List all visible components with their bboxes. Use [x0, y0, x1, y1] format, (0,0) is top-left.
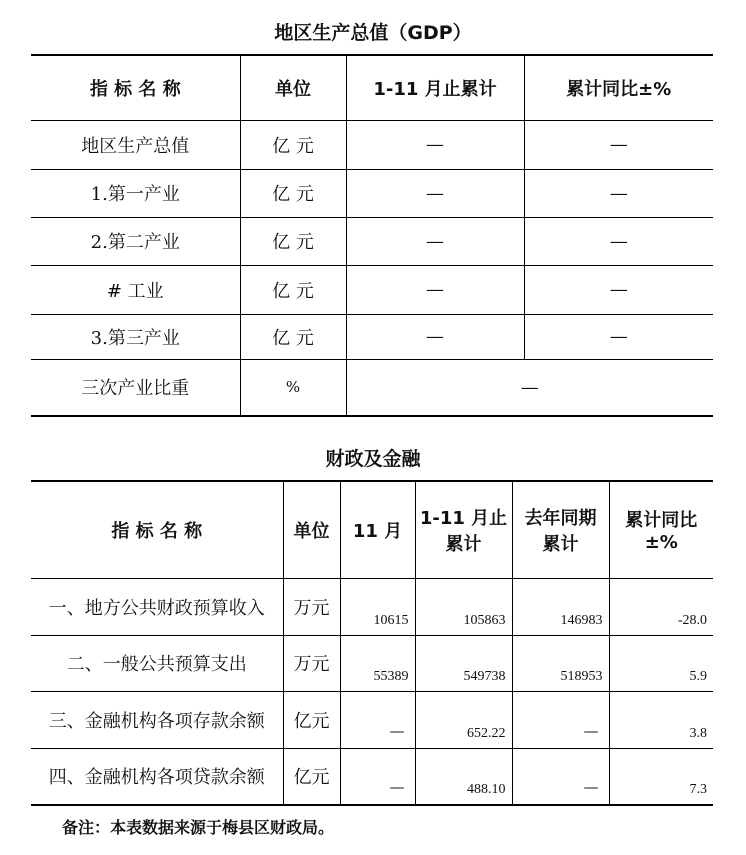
table-row: [31, 265, 713, 314]
gdp-row-yoy: —: [524, 120, 713, 169]
finance-row-last-year: —: [512, 691, 609, 748]
finance-header-row: [31, 481, 713, 578]
finance-row-yoy: -28.0: [609, 578, 713, 635]
gdp-row-name: 2.第二产业: [31, 217, 240, 265]
gdp-ratio-name: 三次产业比重: [31, 359, 240, 416]
gdp-row-unit: 亿 元: [240, 169, 346, 217]
finance-header-cumulative-line1: 1-11 月止: [419, 507, 508, 529]
gdp-header-row: [31, 55, 713, 120]
gdp-section-title: 地区生产总值（GDP）: [274, 22, 472, 44]
gdp-row-cumulative: —: [346, 120, 524, 169]
finance-row-yoy: 5.9: [609, 635, 713, 691]
finance-header-yoy-line1: 累计同比: [625, 510, 698, 532]
gdp-header-yoy: 累计同比±%: [524, 55, 713, 120]
table-row: [31, 635, 713, 691]
table-row: [31, 578, 713, 635]
finance-header-yoy-line2: ±%: [644, 532, 678, 554]
finance-header-last-year-line2: 累计: [542, 533, 579, 555]
finance-row-name: 一、地方公共财政预算收入: [31, 578, 283, 635]
gdp-header-name: 指 标 名 称: [31, 55, 240, 120]
finance-header-cumulative-line2: 累计: [445, 533, 482, 555]
gdp-row-unit: 亿 元: [240, 314, 346, 359]
gdp-row-cumulative: —: [346, 314, 524, 359]
gdp-row-yoy: —: [524, 217, 713, 265]
finance-row-month: 55389: [340, 635, 415, 691]
gdp-row-name: # 工业: [31, 265, 240, 314]
finance-row-cumulative: 652.22: [415, 691, 512, 748]
finance-row-cumulative: 105863: [415, 578, 512, 635]
finance-row-name: 二、一般公共预算支出: [31, 635, 283, 691]
finance-header-name: 指 标 名 称: [31, 481, 283, 578]
gdp-row-yoy: —: [524, 265, 713, 314]
table-row: [31, 169, 713, 217]
gdp-row-cumulative: —: [346, 169, 524, 217]
gdp-row-name: 地区生产总值: [31, 120, 240, 169]
finance-header-month: 11 月: [340, 481, 415, 578]
finance-row-unit: 万元: [283, 578, 340, 635]
gdp-ratio-value: —: [520, 376, 539, 398]
gdp-row-yoy: —: [524, 169, 713, 217]
gdp-header-cumulative: 1-11 月止累计: [346, 55, 524, 120]
finance-row-last-year: 518953: [512, 635, 609, 691]
table-row: [31, 120, 713, 169]
finance-header-unit: 单位: [283, 481, 340, 578]
source-note: 备注：本表数据来源于梅县区财政局。: [62, 818, 335, 837]
gdp-row-cumulative: —: [346, 265, 524, 314]
finance-row-last-year: —: [512, 748, 609, 805]
finance-header-yoy: [609, 481, 713, 578]
finance-row-month: 10615: [340, 578, 415, 635]
gdp-header-unit: 单位: [240, 55, 346, 120]
finance-section-title: 财政及金融: [325, 448, 421, 470]
table-row: [31, 314, 713, 359]
finance-row-yoy: 7.3: [689, 782, 707, 797]
gdp-row-name: 1.第一产业: [31, 169, 240, 217]
gdp-row-unit: 亿 元: [240, 120, 346, 169]
finance-row-cumulative: 488.10: [415, 748, 512, 805]
finance-table: [31, 480, 713, 806]
gdp-ratio-row: [31, 359, 713, 416]
finance-row-unit: 万元: [283, 635, 340, 691]
gdp-row-unit: 亿 元: [240, 217, 346, 265]
finance-row-name: 三、金融机构各项存款余额: [31, 691, 283, 748]
finance-row-name: 四、金融机构各项贷款余额: [31, 748, 283, 805]
gdp-row-unit: 亿 元: [240, 265, 346, 314]
finance-row-unit: 亿元: [283, 748, 340, 805]
finance-header-cumulative: [415, 481, 512, 578]
finance-row-month: —: [340, 691, 415, 748]
gdp-ratio-unit: %: [240, 359, 346, 416]
finance-header-last-year-line1: 去年同期: [524, 507, 597, 529]
finance-row-last-year: 146983: [512, 578, 609, 635]
table-row: [31, 691, 713, 748]
finance-header-last-year: [512, 481, 609, 578]
finance-row-yoy: 3.8: [609, 691, 713, 748]
gdp-table: [31, 54, 713, 417]
table-row: [31, 217, 713, 265]
table-row: [31, 748, 713, 805]
gdp-row-cumulative: —: [346, 217, 524, 265]
gdp-row-name: 3.第三产业: [31, 314, 240, 359]
finance-row-cumulative: 549738: [415, 635, 512, 691]
finance-row-unit: 亿元: [283, 691, 340, 748]
gdp-row-yoy: —: [524, 314, 713, 359]
finance-row-month: —: [340, 748, 415, 805]
